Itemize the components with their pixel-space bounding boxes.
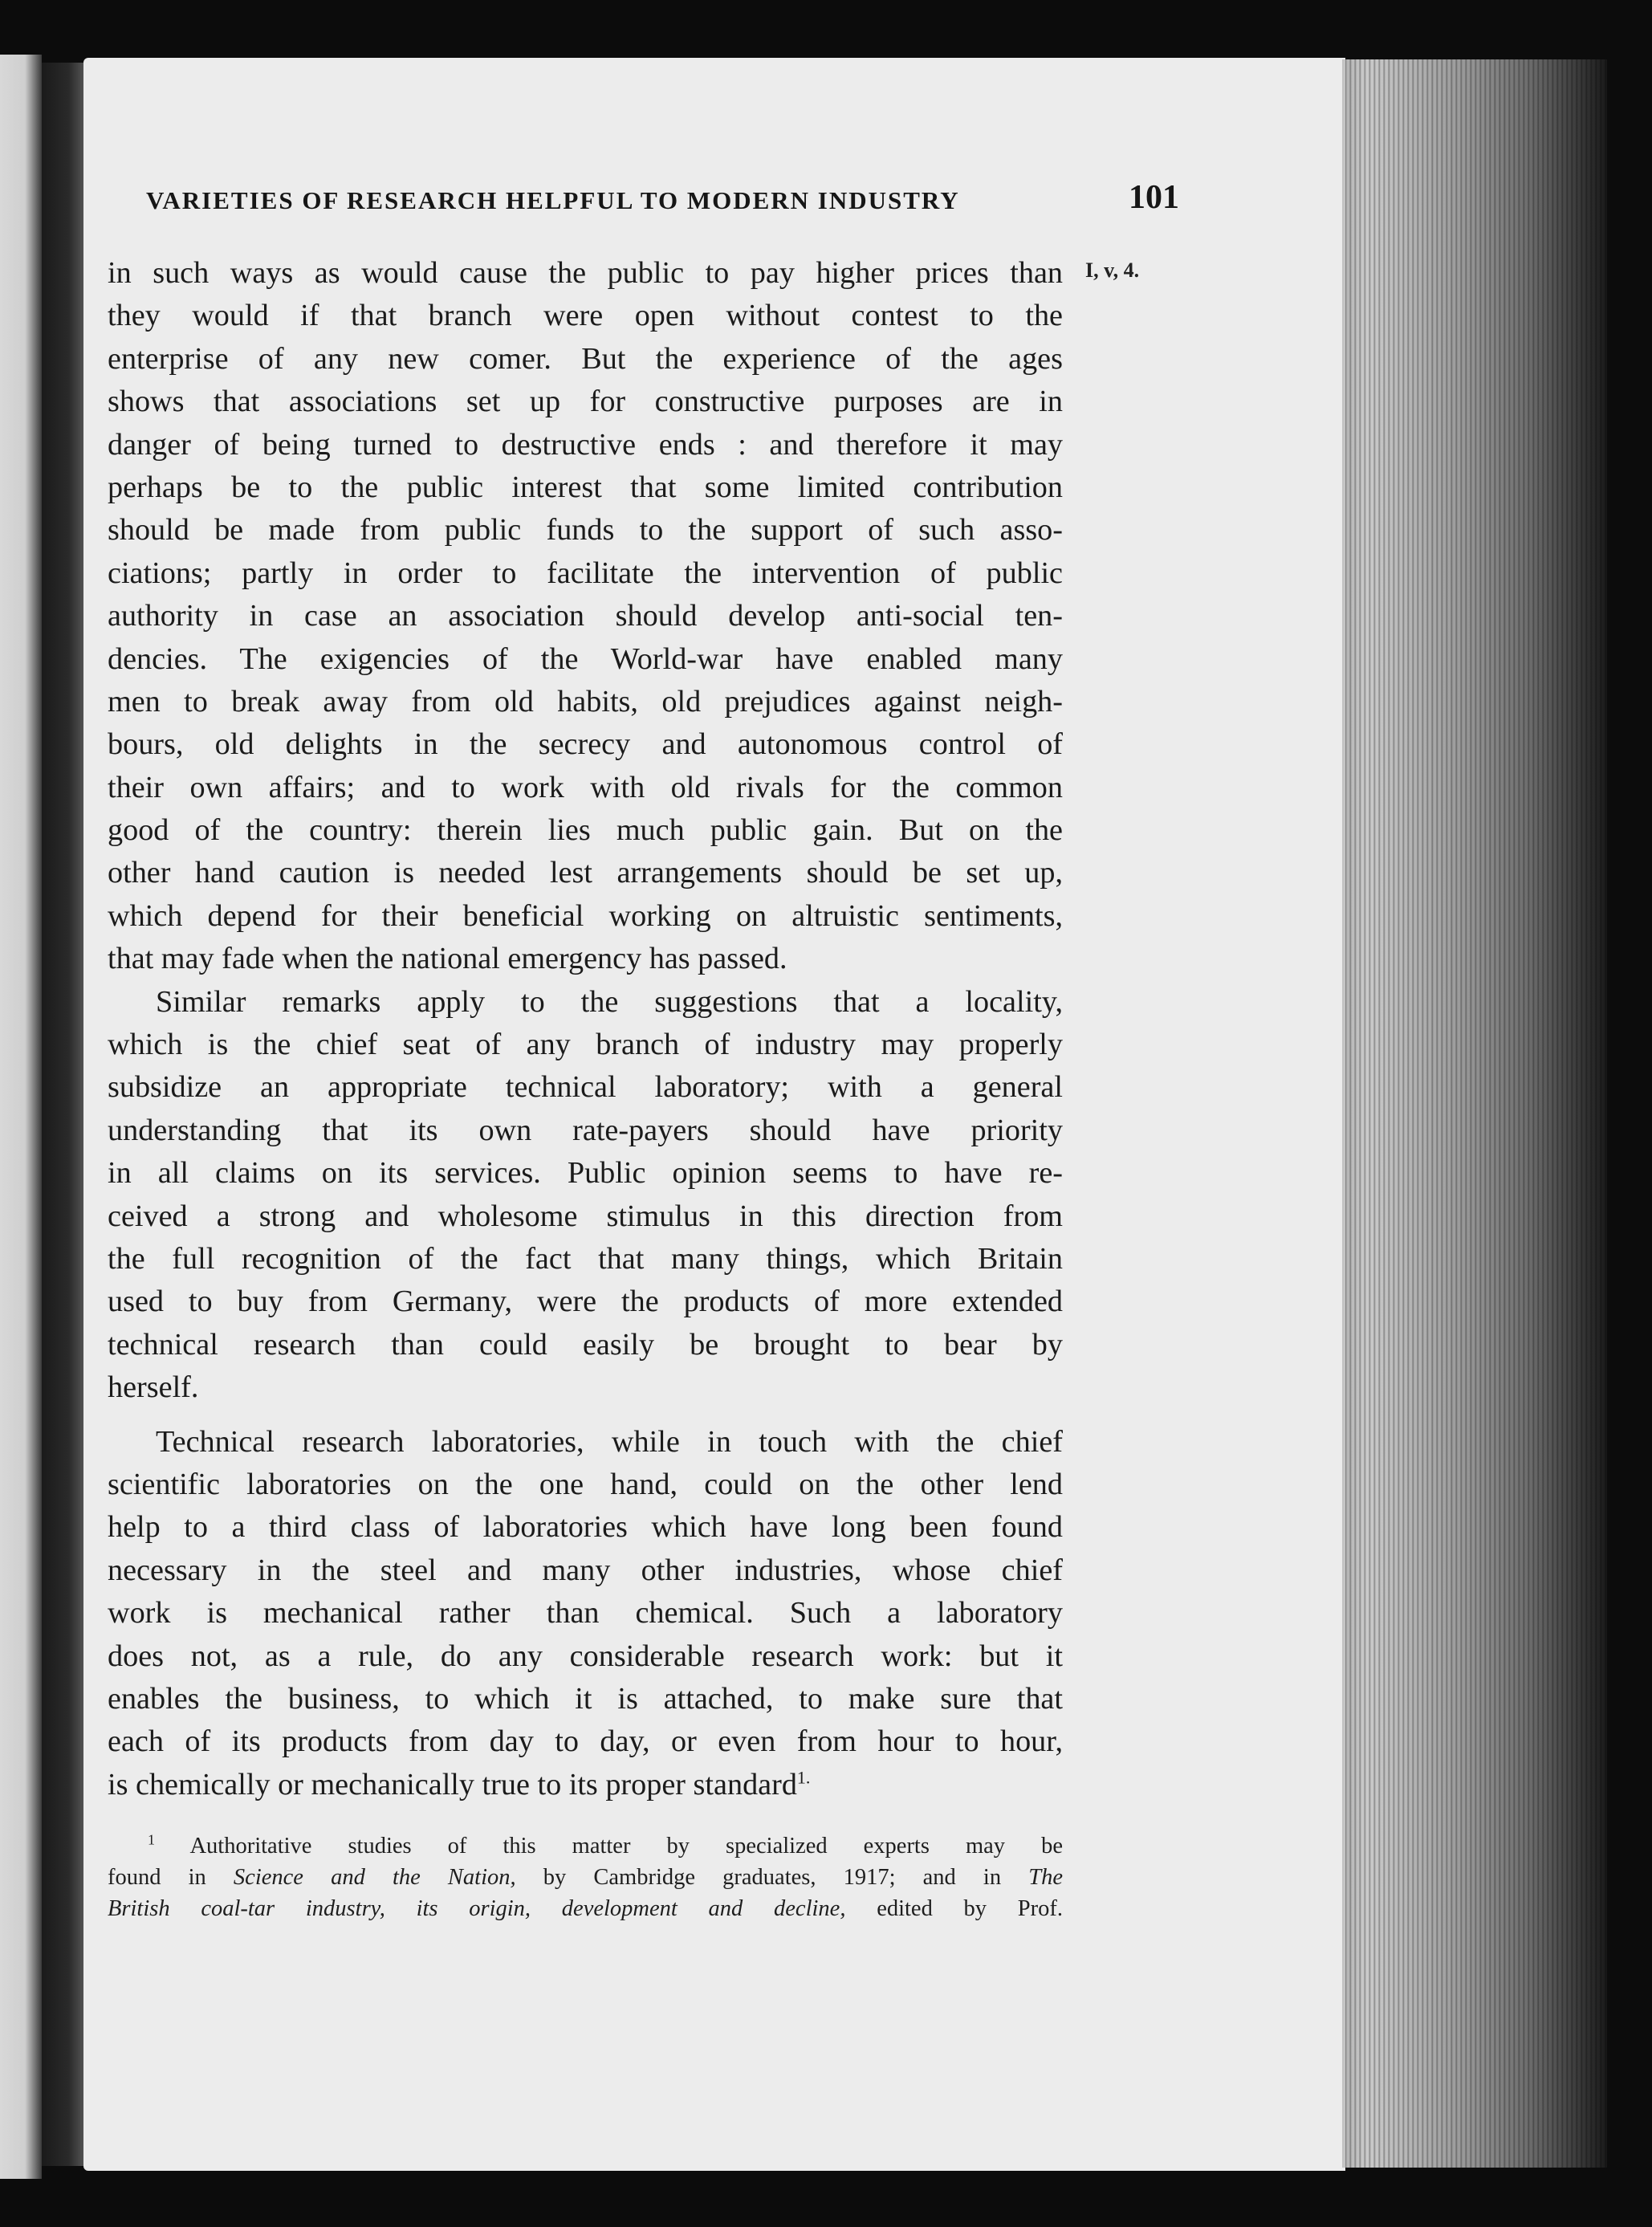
text-line: that may fade when the national emergency has passed. [108, 942, 787, 976]
text-line: subsidize an appropriate technical laboratory; with a general [108, 1070, 1063, 1105]
text-line: herself. [108, 1370, 199, 1405]
text-line: bours, old delights in the secrecy and autonomous control of [108, 727, 1063, 762]
text-line: ceived a strong and wholesome stimulus in this direction from [108, 1199, 1063, 1233]
text-line: men to break away from old habits, old prejudices against neigh- [108, 684, 1063, 719]
footnote-title: Science and the Nation, [233, 1865, 516, 1890]
book-gutter [42, 63, 87, 2166]
text-line: perhaps be to the public interest that some limited contribution [108, 470, 1063, 504]
body-text [108, 252, 1063, 1806]
text-line: work is mechanical rather than chemical. Such a laboratory [108, 1596, 1063, 1631]
page-edge-shadow [1342, 59, 1366, 2168]
text-line: scientific laboratories on the one hand, could on the other lend [108, 1467, 1063, 1501]
paragraph-1 [108, 252, 1063, 981]
footnote-text: edited by Prof. [845, 1896, 1064, 1921]
text-line: should be made from public funds to the support of such asso- [108, 513, 1063, 548]
text-line: danger of being turned to destructive ends : and therefore it may [108, 427, 1063, 462]
text-line: enables the business, to which it is attached, to make sure that [108, 1681, 1063, 1716]
text-line: they would if that branch were open without contest to the [108, 299, 1063, 333]
text-line: their own affairs; and to work with old rivals for the common [108, 770, 1063, 804]
text-line: which depend for their beneficial working on altruistic sentiments, [108, 898, 1063, 933]
facing-page-edge [0, 55, 42, 2179]
paragraph-3 [108, 1421, 1063, 1807]
text-line: enterprise of any new comer. But the experience of the ages [108, 341, 1063, 376]
text-line: the full recognition of the fact that many things, which Britain [108, 1241, 1063, 1276]
text-line: shows that associations set up for constructive purposes are in [108, 385, 1063, 419]
footnote-marker: 1 [148, 1831, 155, 1848]
text-line-content: is chemically or mechanically true to its proper standard [108, 1767, 797, 1802]
text-line: which is the chief seat of any branch of industry may properly [108, 1028, 1063, 1062]
text-line: other hand caution is needed lest arrangements should be set up, [108, 856, 1063, 890]
paragraph-gap [108, 1410, 1063, 1421]
text-line: help to a third class of laboratories which have long been found [108, 1510, 1063, 1545]
footnote [108, 1830, 1063, 1924]
text-line: Technical research laboratories, while in touch with the chief [156, 1424, 1063, 1459]
footnote-text: Authoritative studies of this matter by specialized experts may be [189, 1834, 1063, 1859]
text-line: necessary in the steel and many other industries, whose chief [108, 1553, 1063, 1587]
text-line: technical research than could easily be brought to bear by [108, 1327, 1063, 1362]
text-line: Similar remarks apply to the suggestions that a locality, [156, 984, 1063, 1019]
footnote-line [108, 1862, 1063, 1893]
footnote-line [108, 1893, 1063, 1924]
text-line: each of its products from day to day, or even from hour to hour, [108, 1724, 1063, 1759]
margin-reference: I, v, 4. [1085, 259, 1140, 282]
paragraph-2 [108, 981, 1063, 1410]
running-title: VARIETIES OF RESEARCH HELPFUL TO MODERN INDUSTRY [146, 186, 960, 214]
text-line: in all claims on its services. Public opinion seems to have re- [108, 1156, 1063, 1191]
book-fore-edge [1342, 59, 1607, 2168]
text-line: dencies. The exigencies of the World-war have enabled many [108, 641, 1063, 676]
page-number: 101 [1129, 179, 1179, 216]
text-line: in such ways as would cause the public to pay higher prices than [108, 256, 1063, 290]
text-line: understanding that its own rate-payers should have priority [108, 1113, 1063, 1147]
footnote-line [108, 1830, 1063, 1862]
text-line: used to buy from Germany, were the products of more extended [108, 1284, 1063, 1319]
footnote-text: by Cambridge graduates, 1917; and in [515, 1865, 1029, 1890]
footnote-reference[interactable]: 1. [796, 1766, 811, 1787]
text-line: ciations; partly in order to facilitate the intervention of public [108, 556, 1063, 590]
text-line: does not, as a rule, do any considerable research work: but it [108, 1639, 1063, 1673]
footnote-title: British coal-tar industry, its origin, development and decline, [108, 1896, 846, 1921]
footnote-title: The [1028, 1865, 1063, 1890]
text-line: good of the country: therein lies much public gain. But on the [108, 813, 1063, 848]
text-line: authority in case an association should develop anti-social ten- [108, 599, 1063, 633]
text-line-with-note [108, 1764, 1063, 1806]
footnote-text: found in [108, 1865, 234, 1890]
